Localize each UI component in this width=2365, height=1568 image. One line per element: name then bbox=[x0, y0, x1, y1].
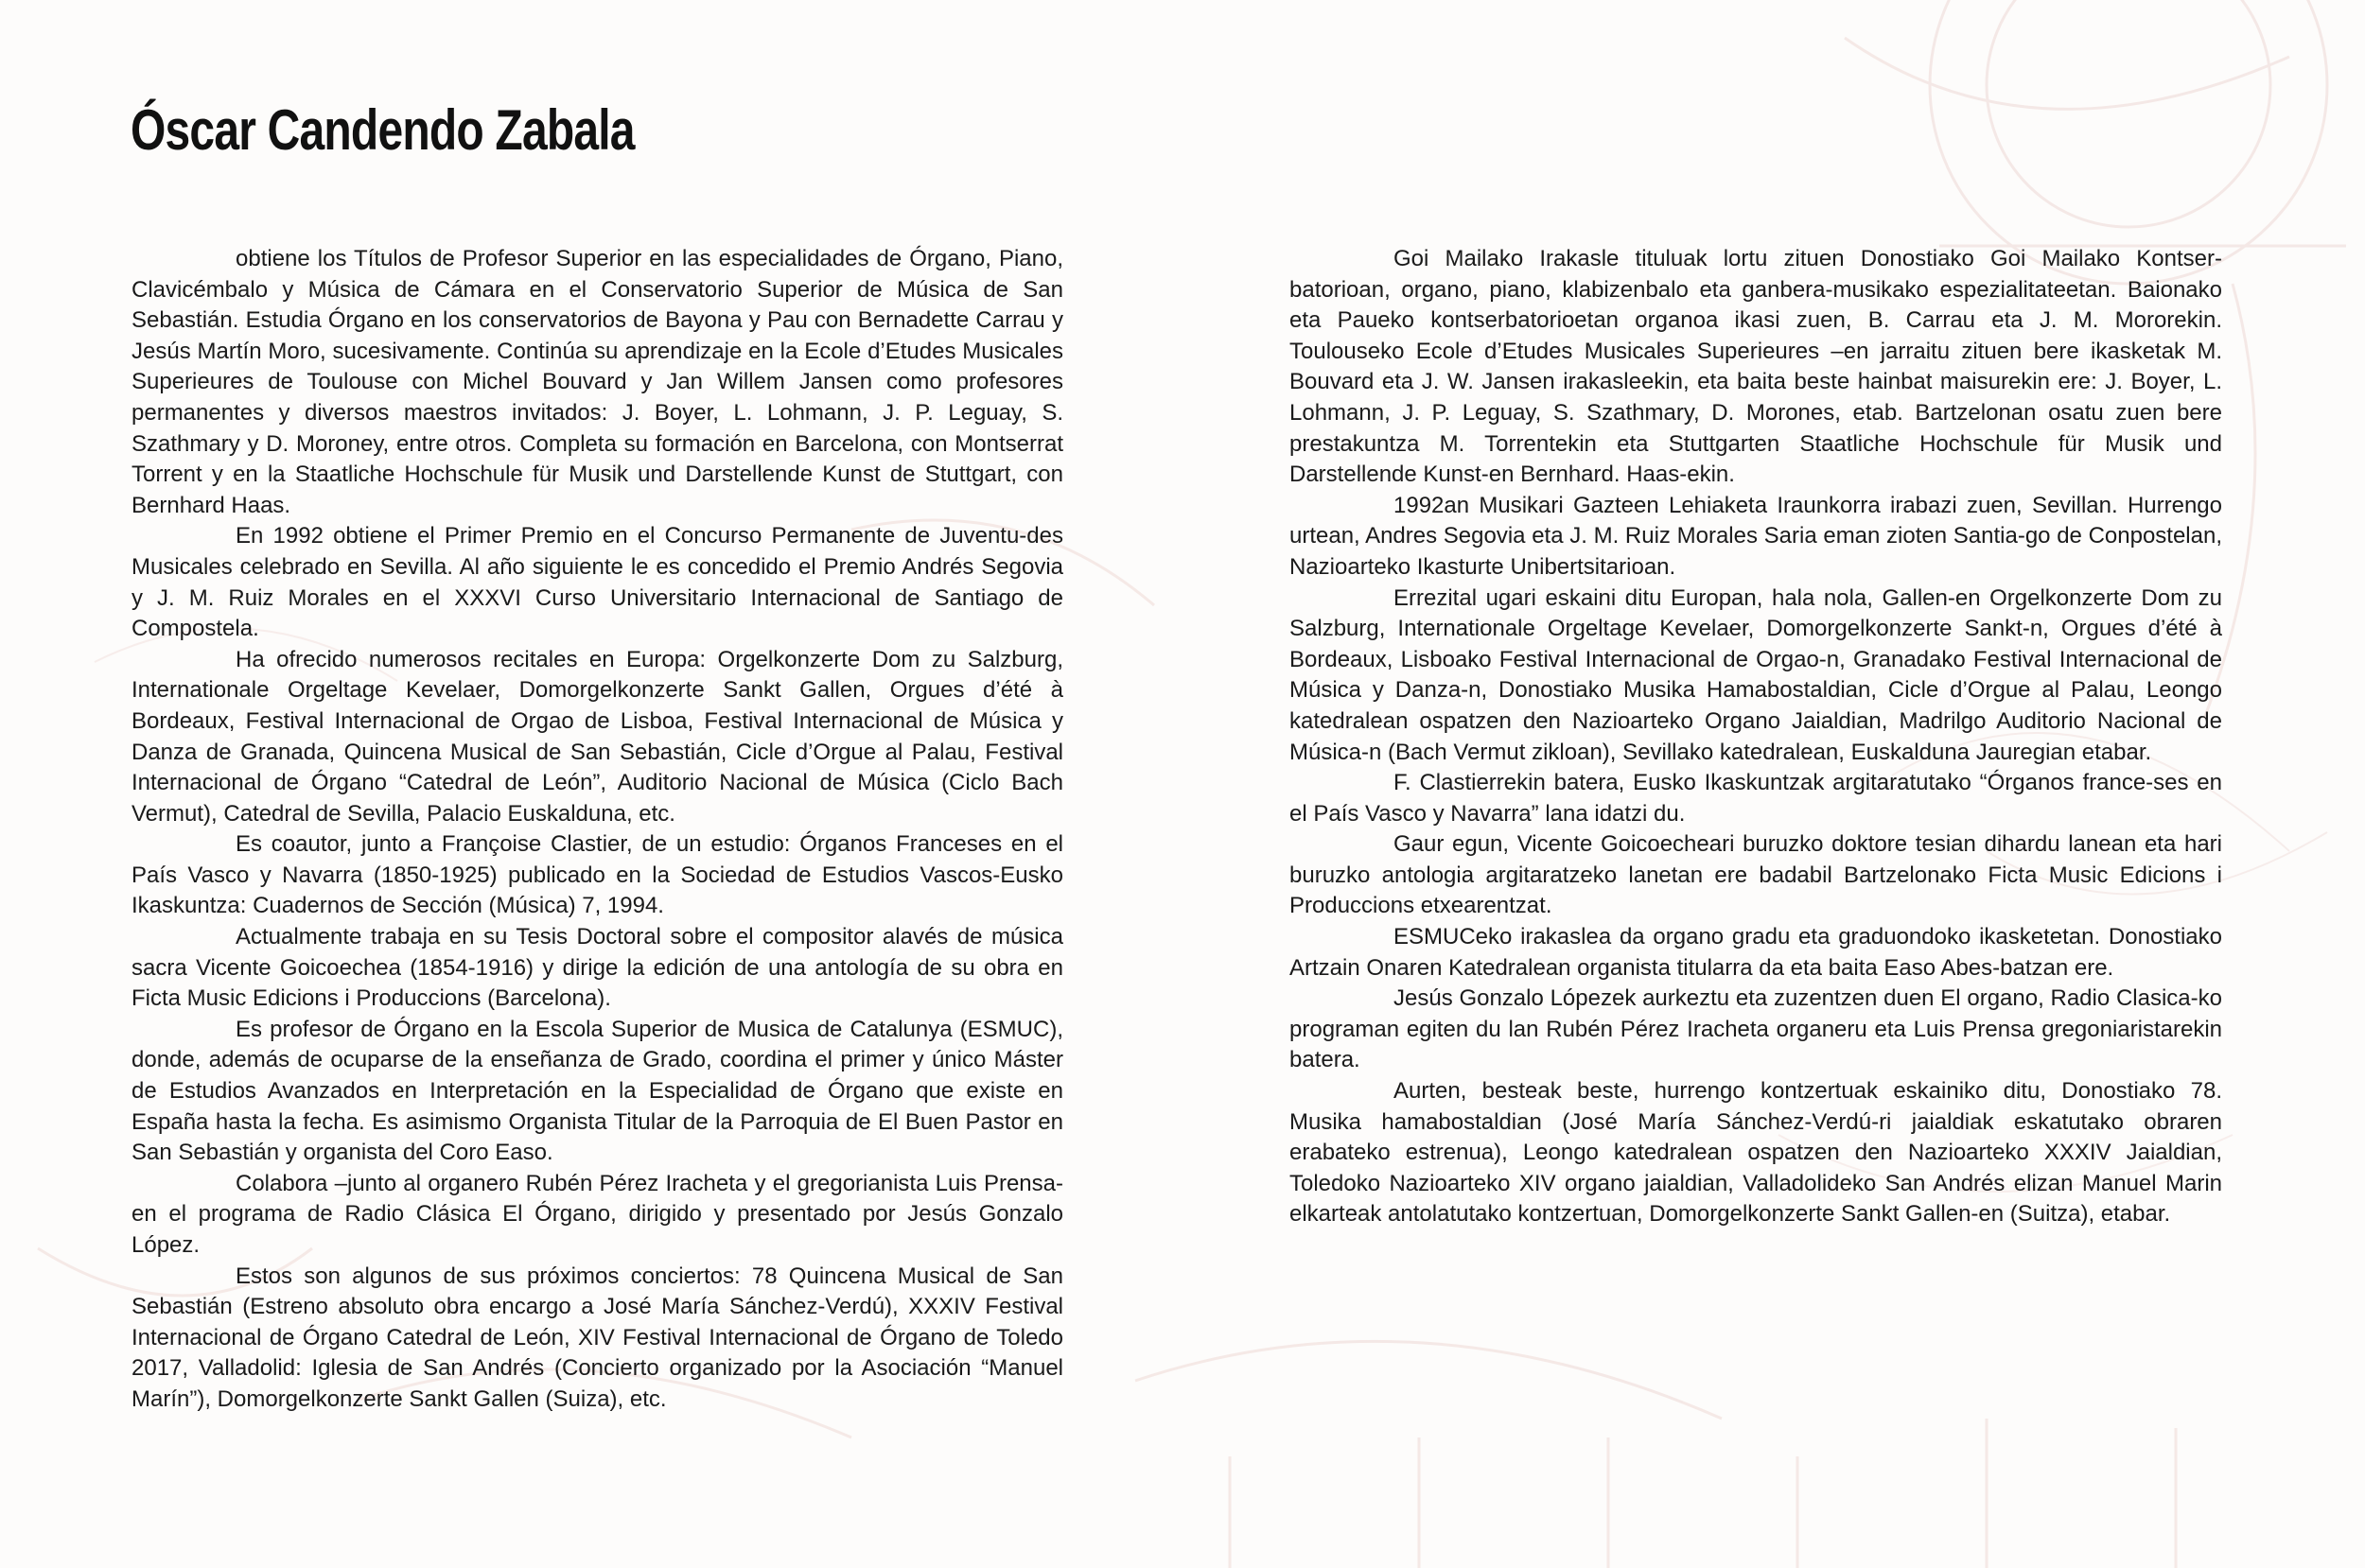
bio-paragraph: Ha ofrecido numerosos recitales en Europa: Orgelkonzerte Dom zu Salzburg, Internationale Orgeltage Kevelaer, Domorgelkonzerte Sankt Gallen, Orgues d’été à Bordeaux, Festival Internacional de Orgao de Lisboa, Festival Internacional de Música y Danza de Granada, Quincena Musical de San Sebastián, Cicle d’Orgue al Palau, Festival Internacional de Órgano “Catedral de León”, Auditorio Nacional de Música (Ciclo Bach Vermut), Catedral de Sevilla, Palacio Euskalduna, etc. bbox=[131, 646, 1063, 827]
bio-paragraph: Goi Mailako Irakasle tituluak lortu zituen Donostiako Goi Mailako Kontser-batorioan, organo, piano, klabizenbalo eta ganbera-musikako espezialitateetan. Baionako eta Paueko kontserbatorioetan organoa ikasi zuen, B. Carrau eta J. M. Mororekin. Toulouseko Ecole d’Etudes Musicales Superieures –en jarraitu zituen bere ikasketak M. Bouvard eta J. W. Jansen irakasleekin, eta baita beste hainbat maisurekin ere: J. Boyer, L. Lohmann, J. P. Leguay, S. Szathmary, D. Morones, etab. Bartzelonan osatu zuen bere prestakuntza M. Torrentekin eta Stuttgarten Staatliche Hochschule für Musik und Darstellende Kunst-en Bernhard. Haas-ekin. bbox=[1289, 246, 2222, 488]
bio-paragraph: Colabora –junto al organero Rubén Pérez Iracheta y el gregorianista Luis Prensa- en el programa de Radio Clásica El Órgano, dirigido y presentado por Jesús Gonzalo López. bbox=[131, 1170, 1063, 1258]
bio-paragraph: Actualmente trabaja en su Tesis Doctoral sobre el compositor alavés de música sacra Vicente Goicoechea (1854-1916) y dirige la edición de una antología de su obra en Ficta Music Edicions i Produccions (Barcelona). bbox=[131, 924, 1063, 1012]
bio-paragraph: Estos son algunos de sus próximos conciertos: 78 Quincena Musical de San Sebastián (Estreno absoluto obra encargo a José María Sánchez-Verdú), XXXIV Festival Internacional de Órgano Catedral de León, XIV Festival Internacional de Órgano de Toledo 2017, Valladolid: Iglesia de San Andrés (Concierto organizado por la Asociación “Manuel Marín”), Domorgelkonzerte Sankt Gallen (Suiza), etc. bbox=[131, 1263, 1063, 1412]
bio-paragraph: Es profesor de Órgano en la Escola Superior de Musica de Catalunya (ESMUC), donde, además de ocuparse de la enseñanza de Grado, coordina el primer y único Máster de Estudios Avanzados en Interpretación en la Especialidad de Órgano que existe en España hasta la fecha. Es asimismo Organista Titular de la Parroquia de El Buen Pastor en San Sebastián y organista del Coro Easo. bbox=[131, 1016, 1063, 1166]
bio-paragraph: Gaur egun, Vicente Goicoecheari buruzko doktore tesian dihardu lanean eta hari buruzko antologia argitaratzeko lanetan ere badabil Bartzelonako Ficta Music Edicions i Produccions etxearentzat. bbox=[1289, 831, 2222, 919]
bio-paragraph: Aurten, besteak beste, hurrengo kontzertuak eskainiko ditu, Donostiako 78. Musika hamabostaldian (José María Sánchez-Verdú-ri jaialdiak eskatutako obraren erabateko estrenua), Leongo katedralean ospatzen den Nazioarteko XXXIV Jaialdian, Toledoko Nazioarteko XIV organo jaialdian, Valladolideko San Andrés elizan Manuel Marin elkarteak antolatutako kontzertuan, Domorgelkonzerte Sankt Gallen-en (Suitza), etabar. bbox=[1289, 1078, 2222, 1228]
bio-paragraph: obtiene los Títulos de Profesor Superior en las especialidades de Órgano, Piano, Clavicémbalo y Música de Cámara en el Conservatorio Superior de Música de San Sebastián. Estudia Órgano en los conservatorios de Bayona y Pau con Bernadette Carrau y Jesús Martín Moro, sucesivamente. Continúa su aprendizaje en la Ecole d’Etudes Musicales Superieures de Toulouse con Michel Bouvard y Jan Willem Jansen como profesores permanentes y diversos maestros invitados: J. Boyer, L. Lohmann, J. P. Leguay, S. Szathmary y D. Moroney, entre otros. Completa su formación en Barcelona, con Montserrat Torrent y en la Staatliche Hochschule für Musik und Darstellende Kunst de Stuttgart, con Bernhard Haas. bbox=[131, 246, 1063, 518]
bio-paragraph: F. Clastierrekin batera, Eusko Ikaskuntzak argitaratutako “Órganos france-ses en el País Vasco y Navarra” lana idatzi du. bbox=[1289, 770, 2222, 827]
bio-paragraph: 1992an Musikari Gazteen Lehiaketa Iraunkorra irabazi zuen, Sevillan. Hurrengo urtean, Andres Segovia eta J. M. Ruiz Morales Saria eman zioten Santia-go de Conpostelan, Nazioarteko Ikasturte Unibertsitarioan. bbox=[1289, 492, 2222, 580]
bio-paragraph: Jesús Gonzalo Lópezek aurkeztu eta zuzentzen duen El organo, Radio Clasica-ko programan egiten du lan Rubén Pérez Iracheta organeru eta Luis Prensa gregoniaristarekin batera. bbox=[1289, 985, 2222, 1073]
bio-paragraph: ESMUCeko irakaslea da organo gradu eta graduondoko ikasketetan. Donostiako Artzain Onaren Katedralean organista titularra da eta baita Easo Abes-batzan ere. bbox=[1289, 924, 2222, 981]
bio-paragraph: En 1992 obtiene el Primer Premio en el Concurso Permanente de Juventu-des Musicales celebrado en Sevilla. Al año siguiente le es concedido el Premio Andrés Segovia y J. M. Ruiz Morales en el XXXVI Curso Universitario Internacional de Santiago de Compostela. bbox=[131, 523, 1063, 642]
bio-paragraph: Es coautor, junto a Françoise Clastier, de un estudio: Órganos Franceses en el País Vasco y Navarra (1850-1925) publicado en la Sociedad de Estudios Vascos-Eusko Ikaskuntza: Cuadernos de Sección (Música) 7, 1994. bbox=[131, 831, 1063, 919]
spanish-biography-column bbox=[131, 244, 1063, 1416]
basque-biography-column bbox=[1289, 244, 2222, 1230]
bio-paragraph: Errezital ugari eskaini ditu Europan, hala nola, Gallen-en Orgelkonzerte Dom zu Salzburg, Internationale Orgeltage Kevelaer, Domorgelkonzerte Sankt-n, Orgues d’été à Bordeaux, Lisboako Festival Internacional de Orgao-n, Granadako Festival Internacional de Música y Danza-n, Donostiako Musika Hamabostaldian, Cicle d’Orgue al Palau, Leongo katedralean ospatzen den Nazioarteko Organo Jaialdian, Madrilgo Auditorio Nacional de Música-n (Bach Vermut zikloan), Sevillako katedralean, Euskalduna Jauregian etabar. bbox=[1289, 584, 2222, 765]
page-title: Óscar Candendo Zabala bbox=[131, 98, 635, 162]
